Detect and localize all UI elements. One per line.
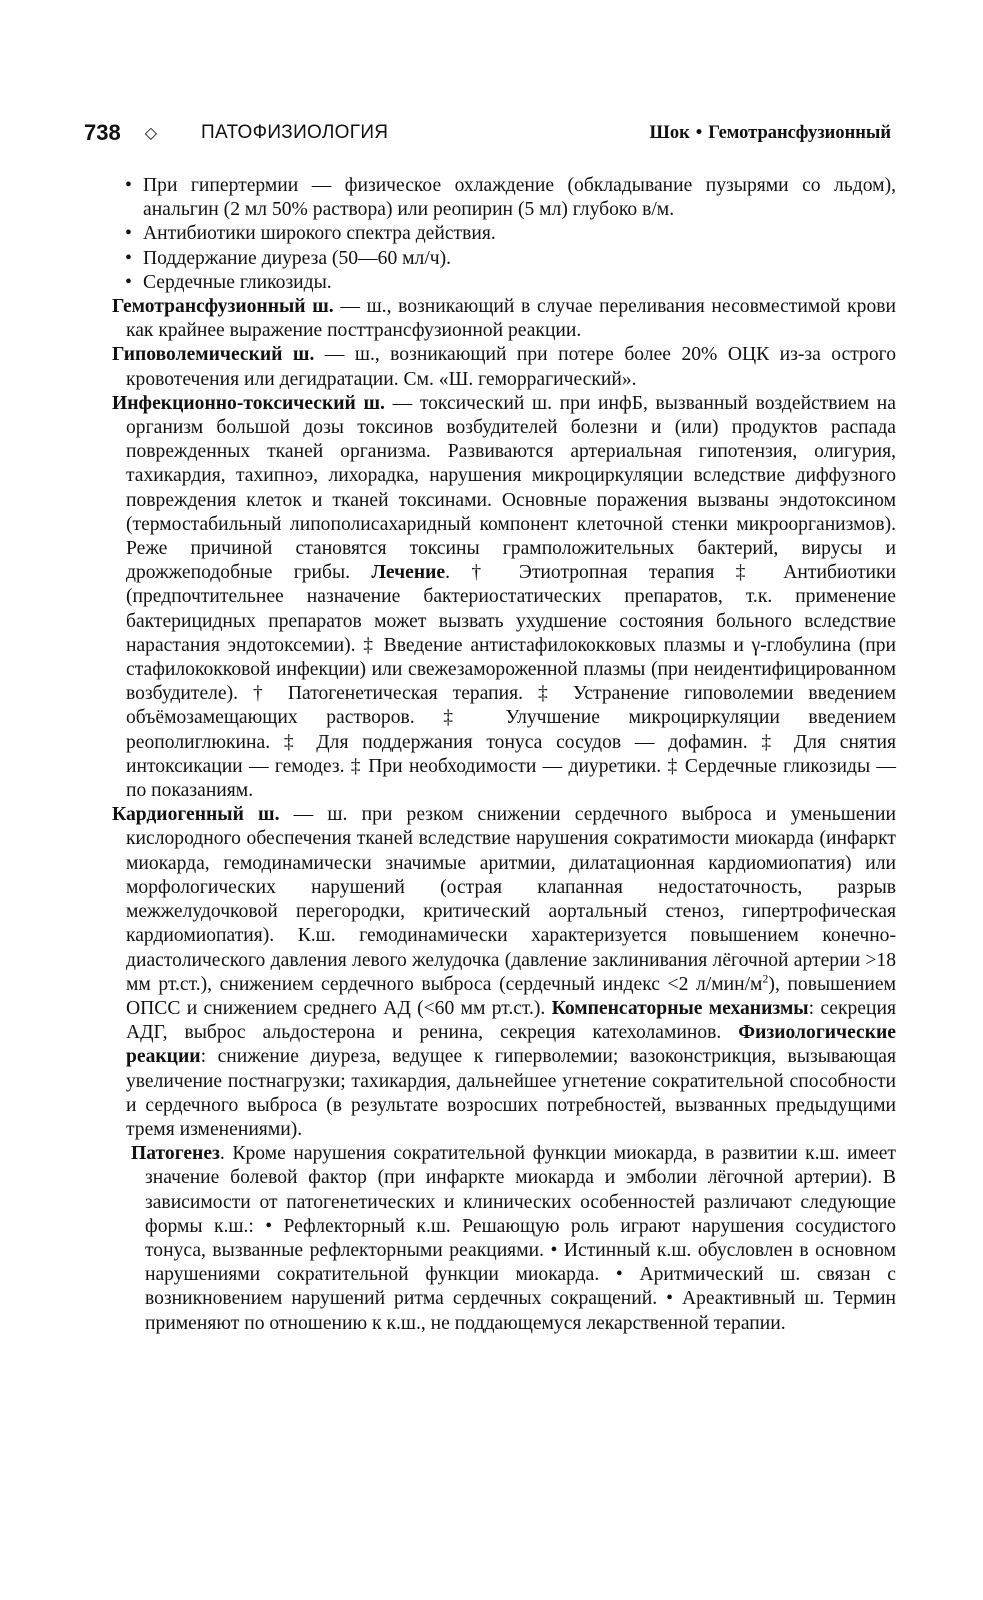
bullet-item xyxy=(112,174,896,222)
entry-text: — ш. при резком снижении сердечного выброса и уменьшении кислородного обеспечения тканей вследствие нарушения сократимости миокарда (инфаркт миокарда, гемодинамически значимые аритмии, дилатационная кардиомиопатия) или морфологических нарушений (острая клапанная недостаточность, разрыв межжелудочковой перегородки, критический аортальный стеноз, гипертрофическая кардиомиопатия). К.ш. гемодинамически характеризуется повышением конечно-диастолического давления левого желудочка (давление заклинивания лёгочной артерии >18 мм рт.ст.), снижением сердечного выброса (сердечный индекс <2 л/мин/м xyxy=(126,804,896,995)
bullet-text: Сердечные гликозиды. xyxy=(143,271,332,293)
entry-text: — токсический ш. при инфБ, вызванный воздействием на организм большой дозы токсинов возбудителей болезни и (или) продуктов распада поврежденных тканей организма. Развиваются артериальная гипотензия, олигурия, тахикардия, тахипноэ, лихорадка, нарушения микроциркуляции вследствие диффузного повреждения клеток и тканей токсинами. Основные поражения вызваны эндотоксином (термостабильный липополисахаридный компонент клеточной стенки микроорганизмов). Реже причиной становятся токсины грамположительных бактерий, вирусы и дрожжеподобные грибы. xyxy=(126,392,896,584)
physiological-label: Физиологические реакции xyxy=(126,1022,896,1068)
bullet-icon: • xyxy=(125,271,132,293)
pathogenesis-paragraph xyxy=(112,1142,896,1336)
bullet-text: Антибиотики широкого спектра действия. xyxy=(143,223,496,245)
bullet-item xyxy=(112,222,896,246)
bullet-item xyxy=(112,247,896,271)
entry-text-continued: ), повышением ОПСС и снижением среднего АД (<60 мм рт.ст.). xyxy=(126,973,896,1019)
bullet-icon: • xyxy=(125,223,132,245)
pathogenesis-label: Патогенез xyxy=(131,1143,220,1165)
entry-hemotransfusion-shock xyxy=(112,295,896,343)
page-header xyxy=(84,118,891,148)
entry-term: Гемотрансфузионный ш. xyxy=(112,296,334,318)
treatment-label: Лечение xyxy=(371,562,446,584)
pathogenesis-text: . Кроме нарушения сократительной функции миокарда, в развитии к.ш. имеет значение болевой фактор (при инфаркте миокарда и эмболии лёгочной артерии). В зависимости от патогенетических и клинических особенностей различают следующие формы к.ш.: • Рефлекторный к.ш. Решающую роль играют нарушения сосудистого тонуса, вызванные рефлекторными реакциями. • Истинный к.ш. обусловлен в основном нарушениями сократительной функции миокарда. • Аритмический ш. связан с возникновением нарушений ритма сердечных сокращений. • Ареактивный ш. Термин применяют по отношению к к.ш., не поддающемуся лекарственной терапии. xyxy=(145,1143,896,1334)
page-number: 738 xyxy=(84,120,121,145)
running-title xyxy=(650,123,892,144)
compensatory-label: Компенсаторные механизмы xyxy=(551,997,809,1019)
entry-text: — ш., возникающий в случае переливания несовместимой крови как крайнее выражение посттрансфузионной реакции. xyxy=(126,296,897,342)
running-title-part-2: Гемотрансфузионный xyxy=(708,122,891,143)
running-title-separator: • xyxy=(695,122,703,143)
diamond-icon: ◇ xyxy=(144,125,158,142)
page-body xyxy=(112,174,896,1336)
entry-term: Гиповолемический ш. xyxy=(112,344,315,366)
bullet-icon: • xyxy=(125,175,132,196)
section-title: ПАТОФИЗИОЛОГИЯ xyxy=(201,122,389,143)
treatment-text: . † Этиотропная терапия ‡ Антибиотики (предпочтительнее назначение бактериостатических препаратов, т.к. применение бактерицидных препаратов может вызвать ухудшение состояния больного вследствие нарастания эндотоксемии). ‡ Введение антистафилококковых плазмы и γ-глобулина (при стафилококковой инфекции) или свежезамороженной плазмы (при неидентифицированном возбудителе). † Патогенетическая терапия. ‡ Устранение гиповолемии введением объёмозамещающих растворов. ‡ Улучшение микроциркуляции введением реополиглюкина. ‡ Для поддержания тонуса сосудов — дофамин. ‡ Для снятия интоксикации — гемодез. ‡ При необходимости — диуретики. ‡ Сердечные гликозиды — по показаниям. xyxy=(126,562,896,802)
bullet-icon: • xyxy=(125,247,132,269)
physiological-text: : снижение диуреза, ведущее к гиперволемии; вазоконстрикция, вызывающая увеличение постнагрузки; тахикардия, дальнейшее угнетение сократительной способности и сердечного выброса (в результате возросших потребностей, вызванных предыдущими тремя изменениями). xyxy=(126,1046,896,1140)
compensatory-text: : секреция АДГ, выброс альдостерона и ренина, секреция катехоламинов. xyxy=(126,997,896,1044)
entry-cardiogenic-shock xyxy=(112,803,896,1142)
bullet-text: Поддержание диуреза (50—60 мл/ч). xyxy=(143,247,452,269)
entry-infectious-toxic-shock xyxy=(112,392,896,803)
entry-text: — ш., возникающий при потере более 20% ОЦК из-за острого кровотечения или дегидратации. См. «Ш. геморрагический». xyxy=(126,344,896,390)
entry-term: Кардиогенный ш. xyxy=(112,804,280,826)
running-title-part-1: Шок xyxy=(649,122,690,143)
bullet-item xyxy=(112,271,896,295)
entry-term: Инфекционно-токсический ш. xyxy=(112,392,385,414)
bullet-text: При гипертермии — физическое охлаждение (обкладывание пузырями со льдом), анальгин (2 мл 50% раствора) или реопирин (5 мл) глубоко в/м. xyxy=(143,175,896,221)
superscript: 2 xyxy=(762,971,769,986)
entry-hypovolemic-shock xyxy=(112,343,896,391)
